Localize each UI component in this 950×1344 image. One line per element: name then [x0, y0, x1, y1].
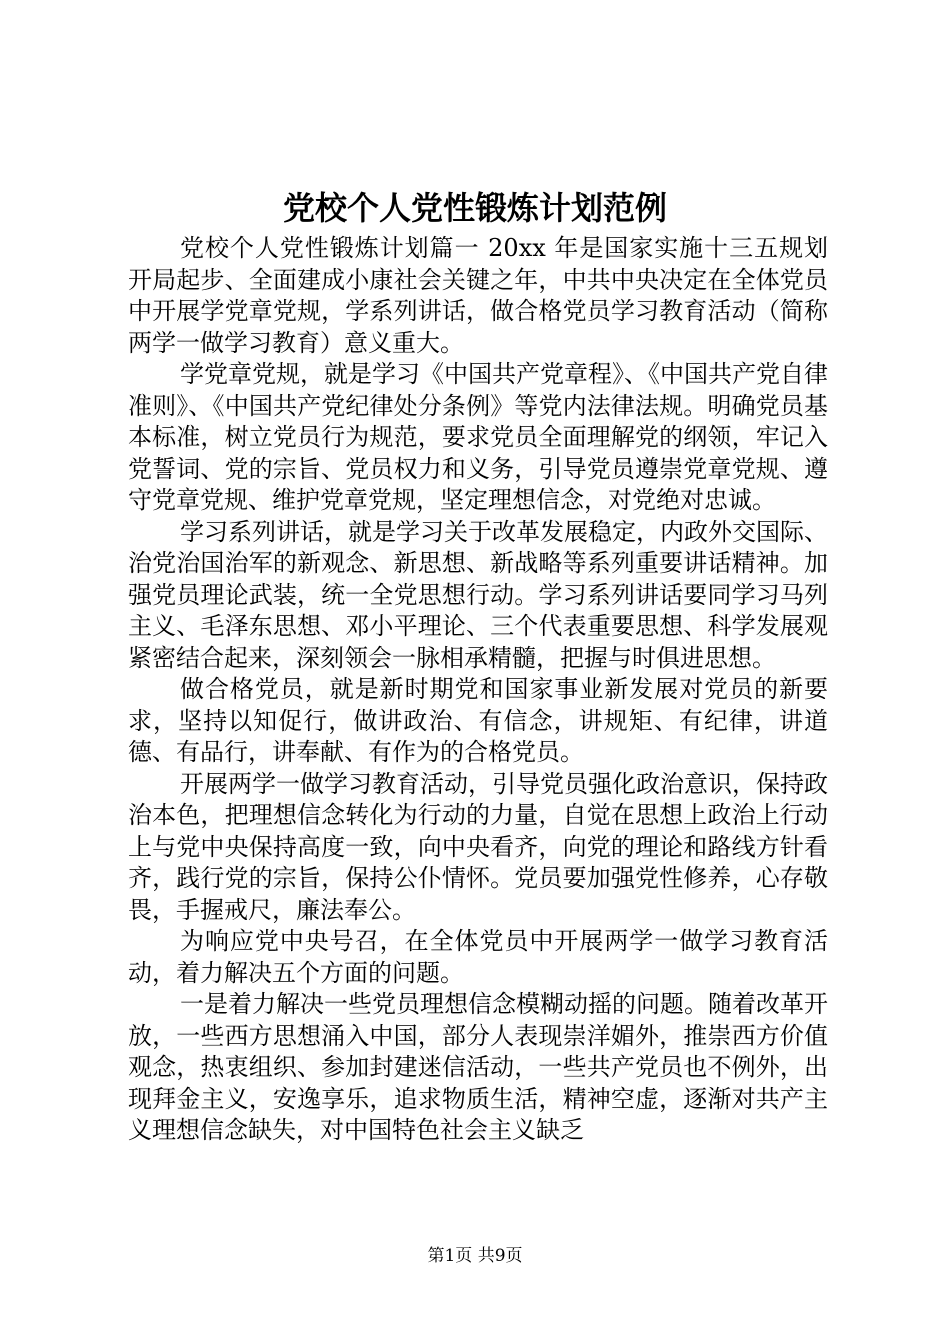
- paragraph-2: 学党章党规，就是学习《中国共产党章程》、《中国共产党自律准则》、《中国共产党纪律处分条例》等党内法律法规。明确党员基本标准，树立党员行为规范，要求党员全面理解党的纲领，牢记入党誓词、党的宗旨、党员权力和义务，引导党员遵崇党章党规、遵守党章党规、维护党章党规，坚定理想信念，对党绝对忠诚。: [128, 360, 828, 514]
- paragraph-7: 一是着力解决一些党员理想信念模糊动摇的问题。随着改革开放，一些西方思想涌入中国，部分人表现崇洋媚外，推崇西方价值观念，热衷组织、参加封建迷信活动，一些共产党员也不例外，出现拜金主义，安逸享乐，追求物质生活，精神空虚，逐渐对共产主义理想信念缺失，对中国特色社会主义缺乏: [128, 990, 828, 1144]
- paragraph-1: 党校个人党性锻炼计划篇一 20xx 年是国家实施十三五规划开局起步、全面建成小康社会关键之年，中共中央决定在全体党员中开展学党章党规，学系列讲话，做合格党员学习教育活动（简称两学一做学习教育）意义重大。: [128, 234, 828, 357]
- paragraph-3: 学习系列讲话，就是学习关于改革发展稳定，内政外交国际、治党治国治军的新观念、新思想、新战略等系列重要讲话精神。加强党员理论武装，统一全党思想行动。学习系列讲话要同学习马列主义、毛泽东思想、邓小平理论、三个代表重要思想、科学发展观紧密结合起来，深刻领会一脉相承精髓，把握与时俱进思想。: [128, 517, 828, 672]
- document-title: 党校个人党性锻炼计划范例: [282, 189, 667, 227]
- paragraph-4: 做合格党员，就是新时期党和国家事业新发展对党员的新要求，坚持以知促行，做讲政治、有信念，讲规矩、有纪律，讲道德、有品行，讲奉献、有作为的合格党员。: [128, 675, 828, 766]
- page-number-footer: 第1页 共9页: [427, 1246, 523, 1266]
- paragraph-5: 开展两学一做学习教育活动，引导党员强化政治意识，保持政治本色，把理想信念转化为行动的力量，自觉在思想上政治上行动上与党中央保持高度一致，向中央看齐，向党的理论和路线方针看齐，践行党的宗旨，保持公仆情怀。党员要加强党性修养，心存敬畏，手握戒尺，廉法奉公。: [128, 769, 828, 924]
- paragraph-6: 为响应党中央号召，在全体党员中开展两学一做学习教育活动，着力解决五个方面的问题。: [128, 927, 828, 987]
- document-body: [128, 233, 828, 1147]
